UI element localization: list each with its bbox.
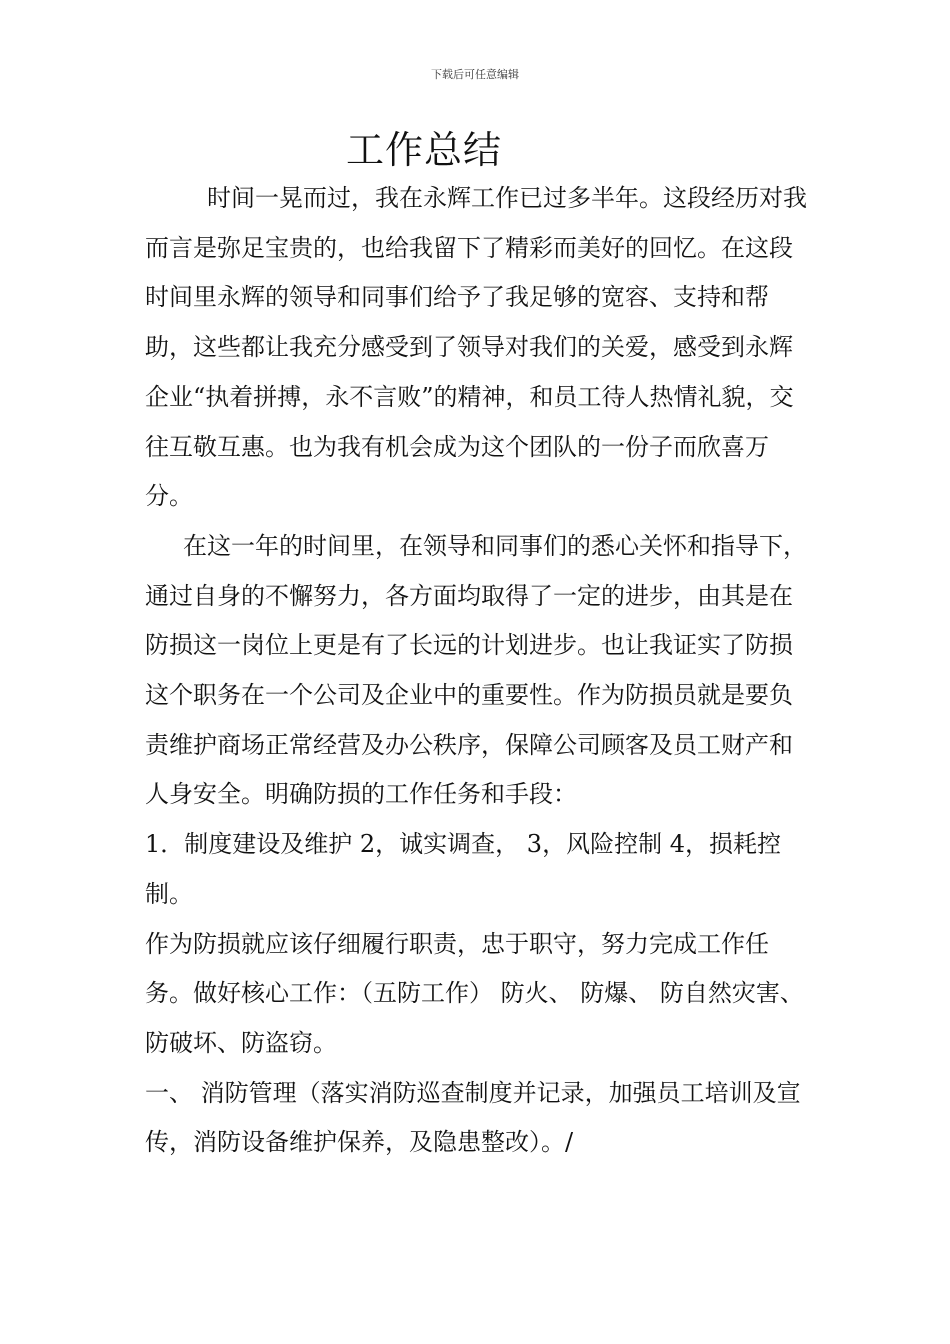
page-header-note: 下载后可任意编辑	[431, 68, 519, 81]
paragraph-intro: 时间一晃而过，我在永辉工作已过多半年。这段经历对我而言是弥足宝贵的，也给我留下了精彩而美好的回忆。在这段时间里永辉的领导和同事们给予了我足够的宽容、支持和帮助，这些都让我充分感受到了领导对我们的关爱，感受到永辉企业“执着拼搏，永不言败”的精神，和员工待人热情礼貌，交往互敬互惠。也为我有机会成为这个团队的一份子而欣喜万分。	[145, 184, 807, 511]
document-body	[145, 174, 815, 1168]
paragraph-task-list: 1．制度建设及维护 2，诚实调查， 3，风险控制 4，损耗控制。	[145, 830, 781, 908]
document-title: 工作总结	[346, 128, 503, 172]
paragraph-fire-management: 一、 消防管理（落实消防巡查制度并记录，加强员工培训及宣传，消防设备维护保养，及隐患整改）。/	[145, 1078, 801, 1157]
paragraph-core-work: 作为防损就应该仔细履行职责，忠于职守，努力完成工作任务。做好核心工作：（五防工作） 防火、 防爆、 防自然灾害、防破坏、防盗窃。	[145, 929, 804, 1057]
paragraph-progress: 在这一年的时间里，在领导和同事们的悉心关怀和指导下，通过自身的不懈努力，各方面均取得了一定的进步，由其是在防损这一岗位上更是有了长远的计划进步。也让我证实了防损这个职务在一个公司及企业中的重要性。作为防损员就是要负责维护商场正常经营及办公秩序，保障公司顾客及员工财产和人身安全。明确防损的工作任务和手段：	[145, 531, 807, 809]
